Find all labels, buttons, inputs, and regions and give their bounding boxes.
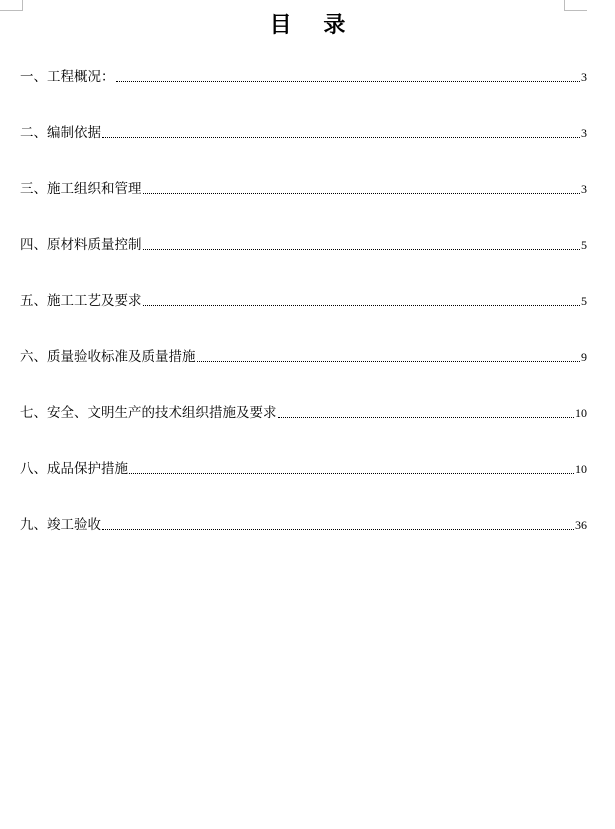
toc-entry-label: 四、原材料质量控制 xyxy=(20,237,142,253)
toc-entry-label: 二、编制依据 xyxy=(20,125,101,141)
toc-dot-leader xyxy=(143,304,581,306)
toc-entry-page: 3 xyxy=(581,182,587,196)
toc-dot-leader xyxy=(143,192,581,194)
toc-entry-label: 八、成品保护措施 xyxy=(20,461,128,477)
toc-entry-page: 3 xyxy=(581,70,587,84)
toc-entry[interactable] xyxy=(20,176,587,198)
toc-entry-page: 5 xyxy=(581,238,587,252)
toc-dot-leader xyxy=(197,360,581,362)
toc-dot-leader xyxy=(116,80,581,82)
toc-entry-label: 一、工程概况： xyxy=(20,69,115,85)
toc-entry[interactable] xyxy=(20,120,587,142)
toc-entry-label: 五、施工工艺及要求 xyxy=(20,293,142,309)
toc-entry[interactable] xyxy=(20,456,587,478)
toc-entry[interactable] xyxy=(20,288,587,310)
toc-dot-leader xyxy=(102,528,574,530)
toc-dot-leader xyxy=(102,136,580,138)
toc-entry-label: 九、竣工验收 xyxy=(20,517,101,533)
toc-entry[interactable] xyxy=(20,64,587,86)
toc-entry-page: 10 xyxy=(575,406,587,420)
toc-dot-leader xyxy=(143,248,581,250)
table-of-contents xyxy=(20,64,587,568)
toc-entry-label: 七、安全、文明生产的技术组织措施及要求 xyxy=(20,405,277,421)
toc-dot-leader xyxy=(129,472,574,474)
toc-entry[interactable] xyxy=(20,344,587,366)
page-title: 目 录 xyxy=(269,13,358,38)
toc-entry-page: 5 xyxy=(581,294,587,308)
toc-entry-label: 六、质量验收标准及质量措施 xyxy=(20,349,196,365)
toc-entry[interactable] xyxy=(20,512,587,534)
toc-entry[interactable] xyxy=(20,232,587,254)
toc-entry-page: 3 xyxy=(581,126,587,140)
toc-entry-page: 9 xyxy=(581,350,587,364)
toc-entry-label: 三、施工组织和管理 xyxy=(20,181,142,197)
toc-entry-page: 10 xyxy=(575,462,587,476)
toc-entry-page: 36 xyxy=(575,518,587,532)
toc-dot-leader xyxy=(278,416,575,418)
toc-entry[interactable] xyxy=(20,400,587,422)
